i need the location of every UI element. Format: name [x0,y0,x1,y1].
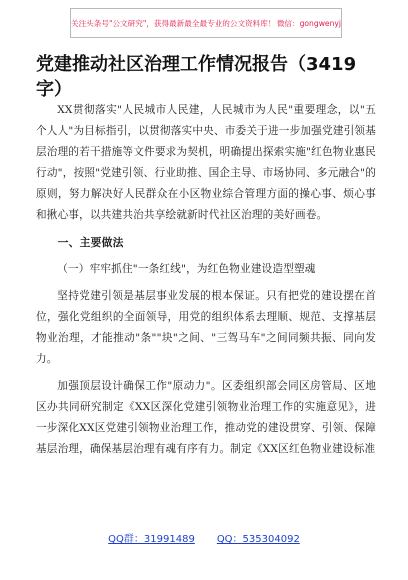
section-heading: 一、主要做法 [57,236,124,249]
document-title: 党建推动社区治理工作情况报告（3419字） [36,54,357,100]
header-banner [70,8,342,38]
body-paragraph: 坚持党建引领是基层事业发展的根本保证。只有把党的建设摆在首位，强化党组织的全面领导，用党的组织体系去理顺、规范、支撑基层物业治理，才能推动"条""块"之间、"三驾马车"之间同频共振、同向发力。 [36,290,376,365]
body-paragraph: 加强顶层设计确保工作"原动力"。区委组织部会同区房管局、区地区办共同研究制定《XX区深化党建引领物业治理工作的实施意见》，进一步深化XX区党建引领物业治理工作，推动党的建设贯穿、引领、保障基层治理，确保基层治理有魂有序有力。制定《XX区红色物业建设标准 [36,380,376,455]
qq-group-link[interactable]: QQ群：31991489 [108,534,195,545]
document-body [36,100,376,460]
banner-wechat: 微信：gongwenyj [276,18,341,28]
intro-paragraph: XX贯彻落实"人民城市人民建，人民城市为人民"重要理念，以"五个人人"为目标指引，以贯彻落实中央、市委关于进一步加强党建引领基层治理的若干措施等文件要求为契机，明确提出探索实施"红色物业惠民行动"，按照"党建引领、行业助推、国企主导、市场协同、多元融合"的原则，努力解决好人民群众在小区物业综合管理方面的操心事、烦心事和揪心事，以共建共治共享绘就新时代社区治理的美好画卷。 [36,104,376,221]
footer [0,530,408,544]
subsection-heading: （一）牢牢抓住"一条红线"，为红色物业建设造型塑魂 [57,263,316,275]
banner-text: 关注头条号"公文研究"，获得最新最全最专业的公文资料库！ [71,18,276,28]
qq-contact-link[interactable]: QQ：535304092 [216,534,300,545]
